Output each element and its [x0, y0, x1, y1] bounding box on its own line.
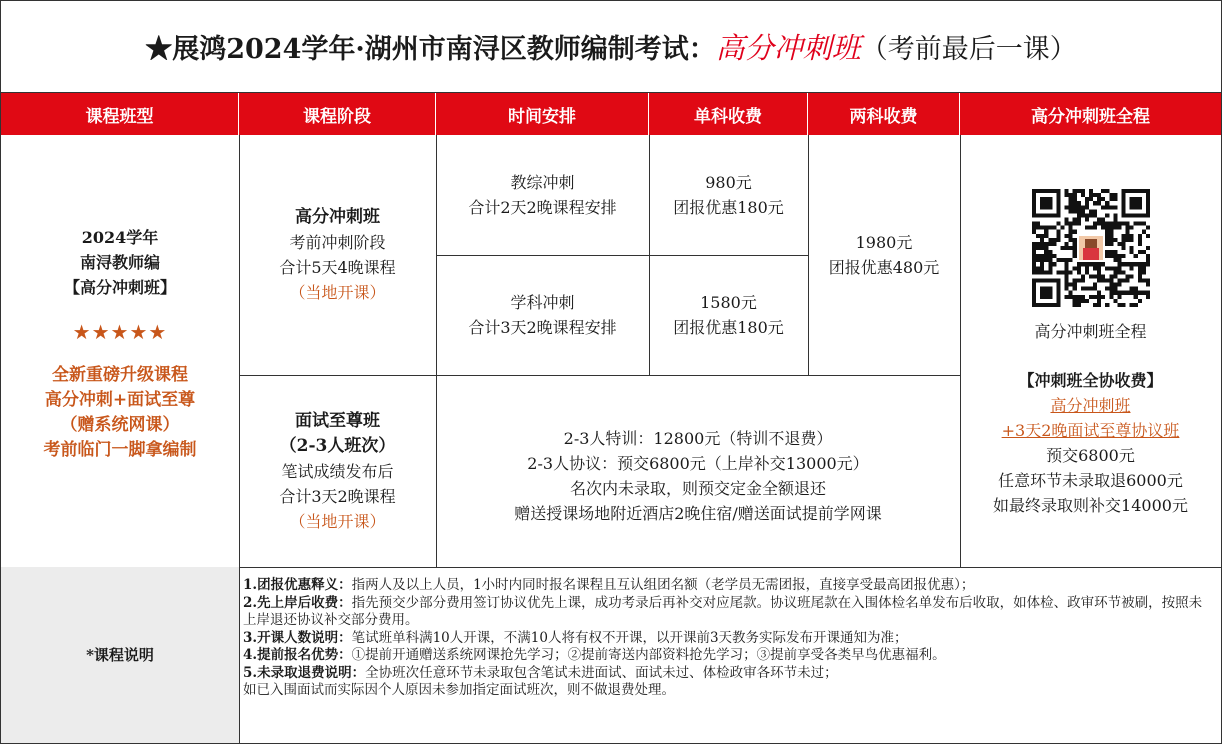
header-course-stage: 课程阶段 — [239, 93, 436, 135]
note-item-1: 1.团报优惠释义：指两人及以上人员，1小时内同时报名课程且互认组团名额（老学员无需团报，直接享受最高团报优惠）； — [243, 577, 975, 593]
course-region: 南浔教师编 — [79, 253, 160, 272]
full-course-link-sprint[interactable]: 高分冲刺班 — [1050, 395, 1131, 415]
two-subject-fee — [808, 135, 961, 376]
stage-sprint-duration: 合计5天4晚课程 — [279, 258, 396, 277]
schedule-general-detail: 合计2天2晚课程安排 — [468, 198, 617, 217]
full-course-heading: 【冲刺班全协收费】 — [1018, 370, 1163, 390]
interview-pricing — [436, 375, 961, 568]
stage-interview-duration: 合计3天2晚课程 — [279, 486, 396, 506]
single-fee-subject — [649, 255, 809, 376]
stage-interview-desc: 笔试成绩发布后 — [281, 461, 394, 481]
single-fee-general — [649, 135, 809, 256]
full-course-cell — [960, 135, 1221, 568]
stage-sprint-cell — [239, 135, 437, 376]
general-price: 980元 — [705, 173, 752, 192]
interview-line-1: 2-3人特训：12800元（特训不退费） — [563, 429, 833, 448]
page-title — [1, 1, 1221, 93]
header-course-type: 课程班型 — [1, 93, 239, 135]
stage-sprint-name: 高分冲刺班 — [295, 207, 380, 227]
rating-stars: ★★★★★ — [72, 320, 168, 344]
subject-discount: 团报优惠180元 — [673, 318, 784, 337]
two-subject-discount: 团报优惠480元 — [828, 258, 940, 277]
stage-sprint-desc: 考前冲刺阶段 — [289, 233, 386, 252]
full-course-prepay: 预交6800元 — [1046, 445, 1135, 465]
stage-sprint-local: （当地开课） — [289, 283, 386, 302]
interview-line-3: 名次内未录取，则预交定金全额退还 — [569, 479, 826, 498]
header-full-course: 高分冲刺班全程 — [960, 93, 1221, 135]
header-single-fee: 单科收费 — [649, 93, 808, 135]
promo-line-3: （赠系统网课） — [60, 415, 180, 435]
course-year: 2024学年 — [81, 228, 159, 247]
general-discount: 团报优惠180元 — [673, 198, 784, 217]
schedule-general — [436, 135, 650, 256]
title-highlight: 高分冲刺班 — [715, 31, 861, 65]
promo-line-2: 高分冲刺+面试至尊 — [44, 390, 196, 410]
schedule-general-name: 教综冲刺 — [510, 173, 575, 192]
stage-interview-name: 面试至尊班 — [295, 410, 380, 431]
notes-label: *课程说明 — [1, 567, 240, 743]
title-tail: （考前最后一课） — [860, 34, 1077, 65]
course-name: 【高分冲刺班】 — [63, 278, 176, 297]
title-main: ★展鸿2024学年·湖州市南浔区教师编制考试： — [145, 34, 716, 65]
note-item-5: 5.未录取退费说明：全协班次任意环节未录取包含笔试未进面试、面试未过、体检政审各环节未过； — [243, 664, 838, 681]
two-subject-price: 1980元 — [855, 233, 913, 252]
note-item-2: 2.先上岸后收费：指先预交少部分费用签订协议优先上课，成功考录后再补交对应尾款。协议班尾款在入围体检名单发布后收取，如体检、政审环节被刷，按照未上岸退还协议补交部分费用。 — [243, 594, 1203, 628]
interview-line-4: 赠送授课场地附近酒店2晚住宿/赠送面试提前学网课 — [514, 504, 882, 523]
full-course-balance: 如最终录取则补交14000元 — [993, 495, 1188, 515]
subject-price: 1580元 — [700, 293, 757, 312]
schedule-subject-detail: 合计3天2晚课程安排 — [468, 318, 617, 337]
promo-line-4: 考前临门一脚拿编制 — [43, 440, 197, 460]
interview-line-2: 2-3人协议：预交6800元（上岸补交13000元） — [527, 454, 869, 473]
note-item-4: 4.提前报名优势：①提前开通赠送系统网课抢先学习；②提前寄送内部资料抢先学习；③提前享受各类早鸟优惠福利。 — [243, 647, 946, 663]
schedule-subject — [436, 255, 650, 376]
schedule-subject-name: 学科冲刺 — [510, 293, 575, 312]
stage-interview-size: （2-3人班次） — [279, 435, 396, 456]
full-course-link-interview[interactable]: +3天2晚面试至尊协议班 — [1001, 420, 1180, 440]
stage-interview-local: （当地开课） — [289, 511, 386, 531]
notes-content — [239, 567, 1221, 743]
qr-label: 高分冲刺班全程 — [1034, 321, 1147, 341]
stage-interview-cell — [239, 375, 437, 568]
header-two-fee: 两科收费 — [808, 93, 960, 135]
note-item-6: 如已入围面试而实际因个人原因未参加指定面试班次，则不做退费处理。 — [243, 682, 675, 698]
course-type-cell — [1, 135, 240, 568]
note-item-3: 3.开课人数说明：笔试班单科满10人开课，不满10人将有权不开课，以开课前3天教务实际发布开课通知为准； — [243, 629, 908, 646]
full-course-refund: 任意环节未录取退6000元 — [998, 470, 1183, 490]
header-schedule: 时间安排 — [436, 93, 649, 135]
qr-code-icon[interactable] — [1032, 189, 1150, 307]
promo-line-1: 全新重磅升级课程 — [52, 365, 188, 385]
